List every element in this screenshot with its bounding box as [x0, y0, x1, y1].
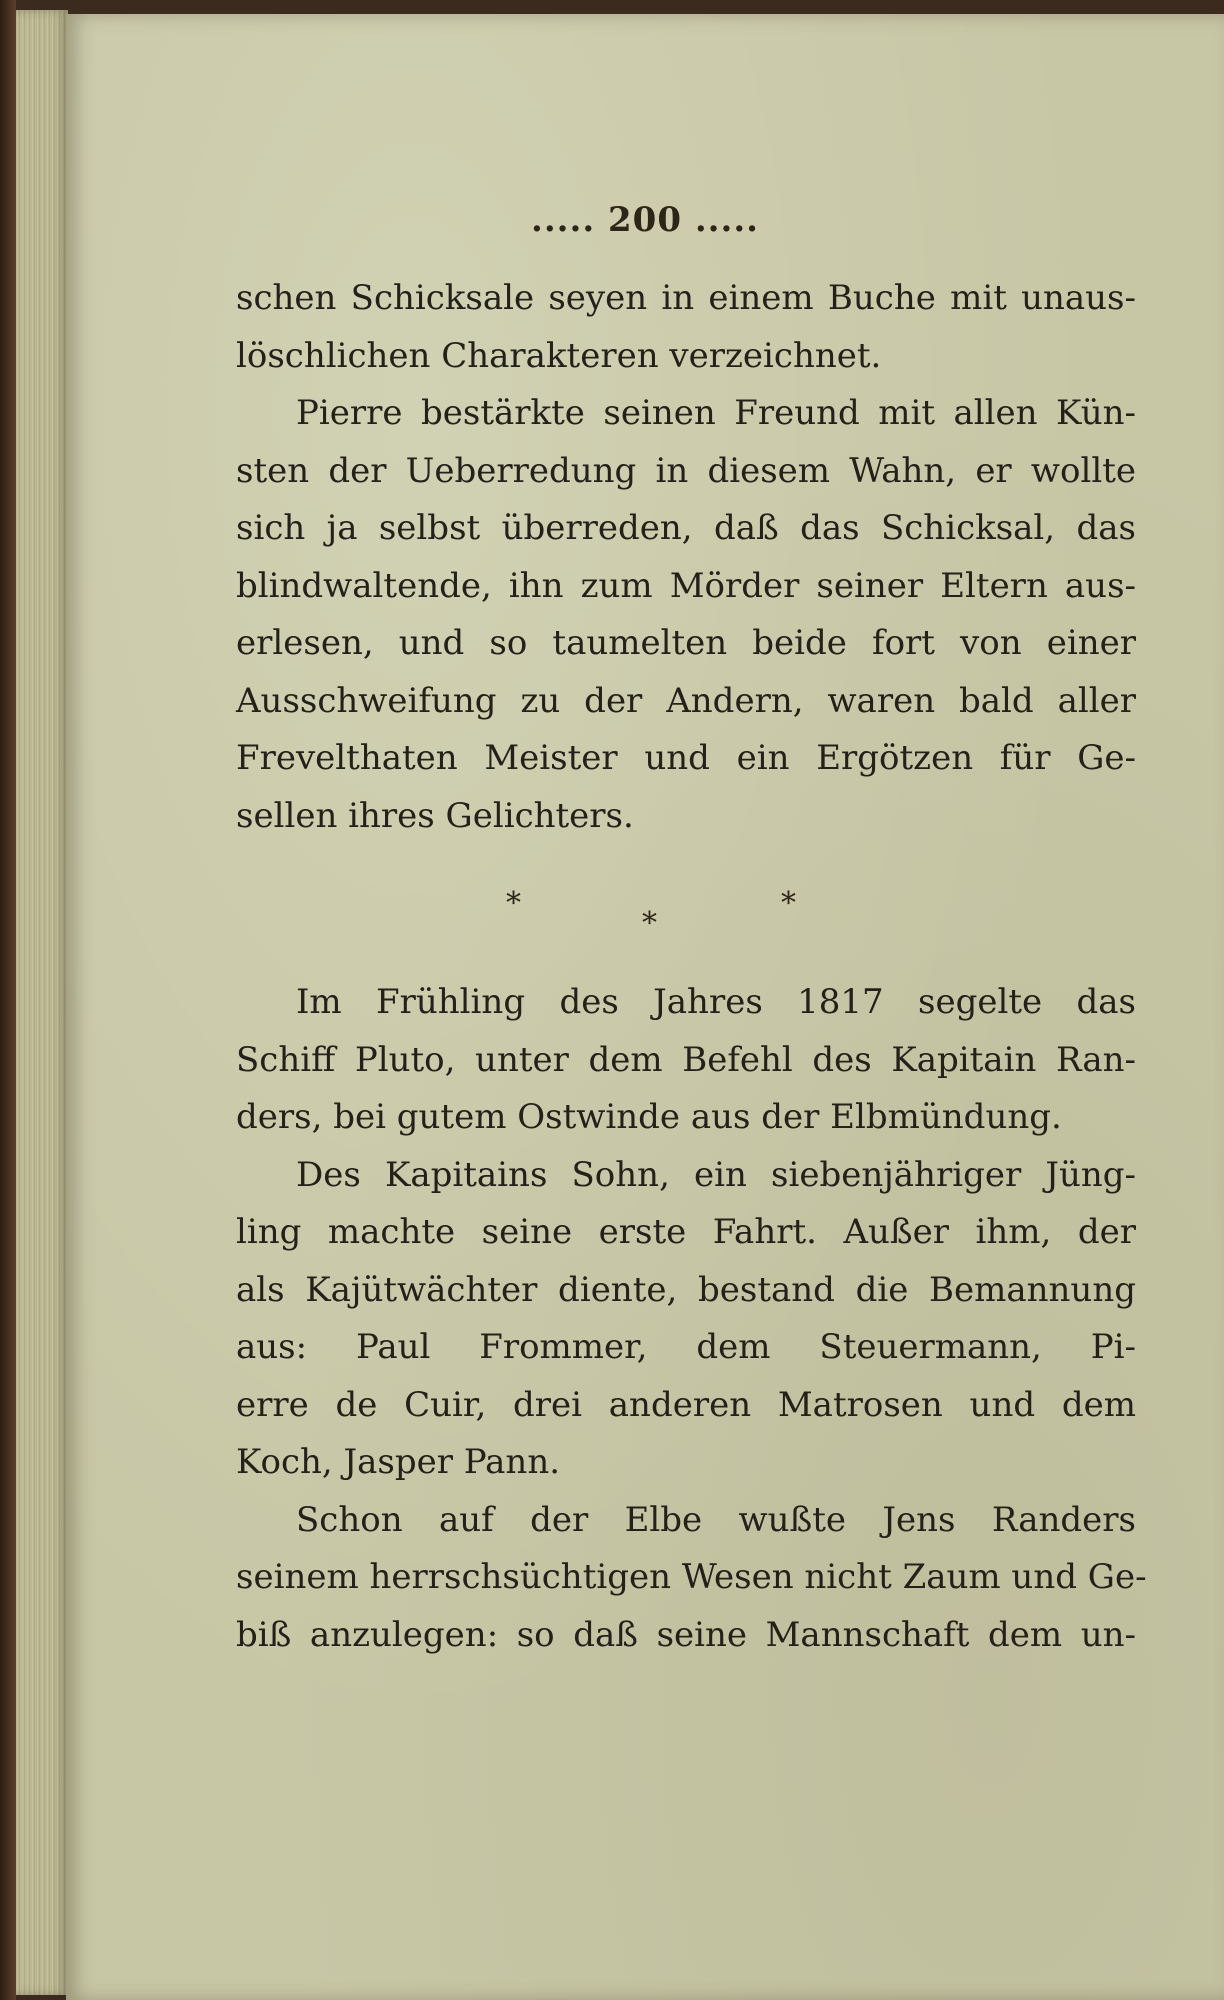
- text-line: ling machte seine erste Fahrt. Außer ihm, der: [236, 1212, 1136, 1252]
- text-line: löschlichen Charakteren verzeichnet.: [236, 335, 882, 376]
- paragraph: [236, 974, 1136, 1147]
- text-line: sten der Ueberredung in diesem Wahn, er wollte: [236, 450, 1136, 491]
- page-number: ..... 200 .....: [530, 200, 759, 240]
- text-line: schen Schicksale seyen in einem Buche mit unaus-: [236, 278, 1136, 318]
- asterisk: *: [781, 886, 796, 921]
- book-page: [66, 14, 1224, 2000]
- text-block-bottom: [236, 974, 1147, 1664]
- text-line: erre de Cuir, drei anderen Matrosen und dem: [236, 1384, 1136, 1425]
- text-line: blindwaltende, ihn zum Mörder seiner Eltern aus-: [236, 565, 1136, 606]
- text-line: Schiff Pluto, unter dem Befehl des Kapitain Ran-: [236, 1039, 1136, 1080]
- paragraph-continuation: [236, 270, 1136, 385]
- book-binding: [0, 0, 16, 2000]
- text-line: sich ja selbst überreden, daß das Schicksal, das: [236, 508, 1136, 548]
- text-line: aus: Paul Frommer, dem Steuermann, Pi-: [236, 1327, 1136, 1367]
- paragraph: [236, 1147, 1136, 1492]
- text-line: Ausschweifung zu der Andern, waren bald aller: [236, 680, 1136, 721]
- text-line: Pierre bestärkte seinen Freund mit allen Kün-: [296, 393, 1136, 433]
- page-edges: [16, 10, 68, 1995]
- text-line: sellen ihres Gelichters.: [236, 795, 634, 836]
- text-line: Schon auf der Elbe wußte Jens Randers: [296, 1499, 1136, 1540]
- paragraph: [236, 385, 1136, 845]
- text-line: Frevelthaten Meister und ein Ergötzen für Ge-: [236, 738, 1136, 778]
- paragraph: [236, 1492, 1147, 1665]
- text-line: biß anzulegen: so daß seine Mannschaft dem un-: [236, 1614, 1136, 1655]
- asterisk: *: [642, 906, 657, 941]
- text-line: als Kajütwächter diente, bestand die Bemannung: [236, 1269, 1136, 1310]
- asterisk: *: [506, 886, 521, 921]
- text-line: seinem herrschsüchtigen Wesen nicht Zaum und Ge-: [236, 1557, 1147, 1597]
- text-line: erlesen, und so taumelten beide fort von einer: [236, 623, 1136, 663]
- text-block-top: [236, 270, 1136, 845]
- text-line: Koch, Jasper Pann.: [236, 1442, 561, 1482]
- text-line: Des Kapitains Sohn, ein siebenjähriger Jüng-: [296, 1154, 1136, 1195]
- section-separator: [66, 882, 1224, 942]
- text-line: Im Frühling des Jahres 1817 segelte das: [296, 982, 1136, 1022]
- text-line: ders, bei gutem Ostwinde aus der Elbmündung.: [236, 1097, 1062, 1137]
